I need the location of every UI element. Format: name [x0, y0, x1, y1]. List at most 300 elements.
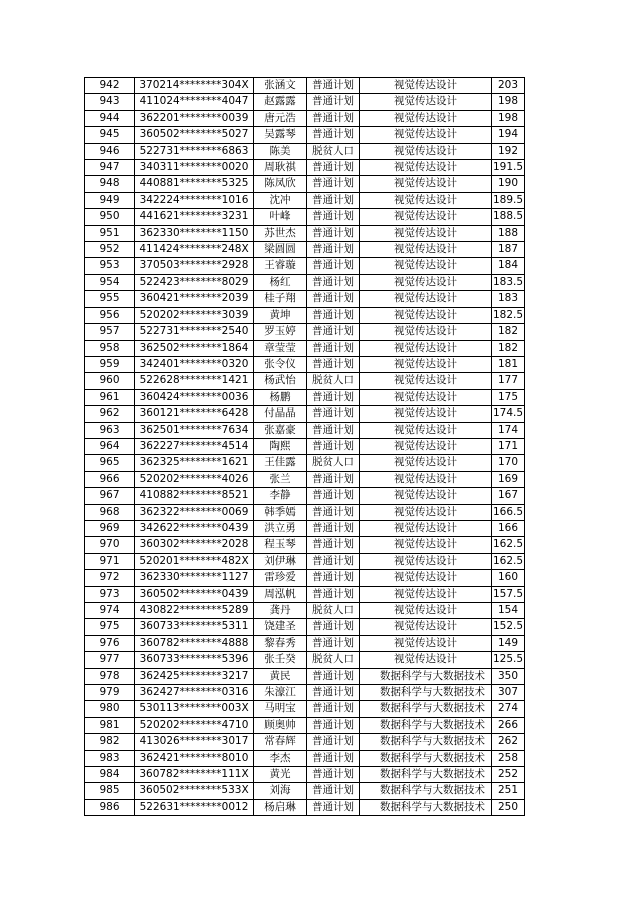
serial-number-cell: 956 — [85, 307, 135, 323]
id-number-cell: 522731********2540 — [135, 324, 254, 340]
id-number-cell: 522731********6863 — [135, 143, 254, 159]
score-cell: 198 — [492, 110, 525, 126]
name-cell: 张兰 — [254, 471, 307, 487]
admission-table — [84, 77, 525, 816]
table-row — [85, 652, 525, 668]
id-number-cell: 362325********1621 — [135, 455, 254, 471]
major-cell: 视觉传达设计 — [360, 570, 492, 586]
serial-number-cell: 972 — [85, 570, 135, 586]
table-row — [85, 799, 525, 815]
score-cell: 350 — [492, 668, 525, 684]
name-cell: 杨武怡 — [254, 373, 307, 389]
table-row — [85, 127, 525, 143]
serial-number-cell: 980 — [85, 701, 135, 717]
serial-number-cell: 960 — [85, 373, 135, 389]
serial-number-cell: 964 — [85, 438, 135, 454]
score-cell: 182.5 — [492, 307, 525, 323]
table-row — [85, 471, 525, 487]
table-row — [85, 340, 525, 356]
name-cell: 梁圆圆 — [254, 242, 307, 258]
table-row — [85, 750, 525, 766]
name-cell: 黄坤 — [254, 307, 307, 323]
serial-number-cell: 947 — [85, 160, 135, 176]
plan-type-cell: 普通计划 — [307, 767, 360, 783]
plan-type-cell: 普通计划 — [307, 422, 360, 438]
major-cell: 视觉传达设计 — [360, 160, 492, 176]
serial-number-cell: 942 — [85, 78, 135, 94]
id-number-cell: 362421********8010 — [135, 750, 254, 766]
score-cell: 307 — [492, 685, 525, 701]
name-cell: 沈冲 — [254, 192, 307, 208]
major-cell: 数据科学与大数据技术 — [360, 799, 492, 815]
serial-number-cell: 981 — [85, 717, 135, 733]
id-number-cell: 370503********2928 — [135, 258, 254, 274]
serial-number-cell: 959 — [85, 356, 135, 372]
table-row — [85, 143, 525, 159]
major-cell: 视觉传达设计 — [360, 176, 492, 192]
id-number-cell: 441621********3231 — [135, 209, 254, 225]
plan-type-cell: 脱贫人口 — [307, 455, 360, 471]
id-number-cell: 522423********8029 — [135, 274, 254, 290]
name-cell: 周泓帆 — [254, 586, 307, 602]
plan-type-cell: 普通计划 — [307, 685, 360, 701]
name-cell: 洪立勇 — [254, 520, 307, 536]
major-cell: 视觉传达设计 — [360, 340, 492, 356]
major-cell: 数据科学与大数据技术 — [360, 734, 492, 750]
major-cell: 视觉传达设计 — [360, 652, 492, 668]
name-cell: 张壬癸 — [254, 652, 307, 668]
name-cell: 张涵文 — [254, 78, 307, 94]
score-cell: 203 — [492, 78, 525, 94]
name-cell: 桂子翔 — [254, 291, 307, 307]
plan-type-cell: 普通计划 — [307, 619, 360, 635]
serial-number-cell: 973 — [85, 586, 135, 602]
plan-type-cell: 普通计划 — [307, 94, 360, 110]
plan-type-cell: 普通计划 — [307, 192, 360, 208]
major-cell: 视觉传达设计 — [360, 537, 492, 553]
table-row — [85, 603, 525, 619]
plan-type-cell: 普通计划 — [307, 176, 360, 192]
major-cell: 视觉传达设计 — [360, 619, 492, 635]
major-cell: 视觉传达设计 — [360, 127, 492, 143]
plan-type-cell: 普通计划 — [307, 307, 360, 323]
plan-type-cell: 普通计划 — [307, 340, 360, 356]
serial-number-cell: 982 — [85, 734, 135, 750]
score-cell: 162.5 — [492, 537, 525, 553]
name-cell: 杨红 — [254, 274, 307, 290]
major-cell: 视觉传达设计 — [360, 586, 492, 602]
plan-type-cell: 普通计划 — [307, 586, 360, 602]
name-cell: 付晶晶 — [254, 406, 307, 422]
serial-number-cell: 950 — [85, 209, 135, 225]
serial-number-cell: 983 — [85, 750, 135, 766]
major-cell: 视觉传达设计 — [360, 488, 492, 504]
table-row — [85, 406, 525, 422]
id-number-cell: 362502********1864 — [135, 340, 254, 356]
name-cell: 刘伊琳 — [254, 553, 307, 569]
serial-number-cell: 969 — [85, 520, 135, 536]
serial-number-cell: 958 — [85, 340, 135, 356]
score-cell: 262 — [492, 734, 525, 750]
table-row — [85, 635, 525, 651]
score-cell: 177 — [492, 373, 525, 389]
plan-type-cell: 普通计划 — [307, 324, 360, 340]
serial-number-cell: 966 — [85, 471, 135, 487]
id-number-cell: 522631********0012 — [135, 799, 254, 815]
major-cell: 视觉传达设计 — [360, 242, 492, 258]
serial-number-cell: 949 — [85, 192, 135, 208]
score-cell: 160 — [492, 570, 525, 586]
major-cell: 数据科学与大数据技术 — [360, 668, 492, 684]
major-cell: 视觉传达设计 — [360, 324, 492, 340]
table-row — [85, 685, 525, 701]
name-cell: 刘海 — [254, 783, 307, 799]
name-cell: 唐元浩 — [254, 110, 307, 126]
serial-number-cell: 957 — [85, 324, 135, 340]
name-cell: 韩季嫣 — [254, 504, 307, 520]
table-row — [85, 274, 525, 290]
id-number-cell: 362322********0069 — [135, 504, 254, 520]
plan-type-cell: 普通计划 — [307, 258, 360, 274]
plan-type-cell: 普通计划 — [307, 488, 360, 504]
score-cell: 149 — [492, 635, 525, 651]
plan-type-cell: 普通计划 — [307, 570, 360, 586]
plan-type-cell: 脱贫人口 — [307, 373, 360, 389]
id-number-cell: 362201********0039 — [135, 110, 254, 126]
plan-type-cell: 普通计划 — [307, 750, 360, 766]
score-cell: 166 — [492, 520, 525, 536]
table-body — [85, 78, 525, 816]
table-row — [85, 242, 525, 258]
serial-number-cell: 948 — [85, 176, 135, 192]
major-cell: 视觉传达设计 — [360, 356, 492, 372]
id-number-cell: 340311********0020 — [135, 160, 254, 176]
name-cell: 苏世杰 — [254, 225, 307, 241]
plan-type-cell: 普通计划 — [307, 209, 360, 225]
serial-number-cell: 984 — [85, 767, 135, 783]
plan-type-cell: 普通计划 — [307, 471, 360, 487]
serial-number-cell: 954 — [85, 274, 135, 290]
plan-type-cell: 脱贫人口 — [307, 652, 360, 668]
table-row — [85, 520, 525, 536]
name-cell: 王佳露 — [254, 455, 307, 471]
score-cell: 266 — [492, 717, 525, 733]
plan-type-cell: 普通计划 — [307, 520, 360, 536]
name-cell: 程玉琴 — [254, 537, 307, 553]
major-cell: 视觉传达设计 — [360, 422, 492, 438]
major-cell: 视觉传达设计 — [360, 603, 492, 619]
id-number-cell: 411424********248X — [135, 242, 254, 258]
plan-type-cell: 普通计划 — [307, 225, 360, 241]
major-cell: 数据科学与大数据技术 — [360, 717, 492, 733]
id-number-cell: 362425********3217 — [135, 668, 254, 684]
serial-number-cell: 968 — [85, 504, 135, 520]
serial-number-cell: 979 — [85, 685, 135, 701]
major-cell: 视觉传达设计 — [360, 274, 492, 290]
score-cell: 171 — [492, 438, 525, 454]
score-cell: 166.5 — [492, 504, 525, 520]
name-cell: 赵露露 — [254, 94, 307, 110]
table-row — [85, 455, 525, 471]
score-cell: 258 — [492, 750, 525, 766]
id-number-cell: 362427********0316 — [135, 685, 254, 701]
table-row — [85, 291, 525, 307]
id-number-cell: 520202********4710 — [135, 717, 254, 733]
table-row — [85, 570, 525, 586]
name-cell: 马明宝 — [254, 701, 307, 717]
table-row — [85, 307, 525, 323]
table-row — [85, 553, 525, 569]
id-number-cell: 410882********8521 — [135, 488, 254, 504]
major-cell: 数据科学与大数据技术 — [360, 701, 492, 717]
score-cell: 125.5 — [492, 652, 525, 668]
name-cell: 王睿璇 — [254, 258, 307, 274]
major-cell: 视觉传达设计 — [360, 553, 492, 569]
table-row — [85, 373, 525, 389]
major-cell: 视觉传达设计 — [360, 143, 492, 159]
serial-number-cell: 953 — [85, 258, 135, 274]
score-cell: 182 — [492, 340, 525, 356]
score-cell: 252 — [492, 767, 525, 783]
id-number-cell: 360121********6428 — [135, 406, 254, 422]
score-cell: 184 — [492, 258, 525, 274]
table-row — [85, 94, 525, 110]
name-cell: 张令仪 — [254, 356, 307, 372]
major-cell: 视觉传达设计 — [360, 471, 492, 487]
score-cell: 188.5 — [492, 209, 525, 225]
score-cell: 174 — [492, 422, 525, 438]
major-cell: 视觉传达设计 — [360, 258, 492, 274]
score-cell: 190 — [492, 176, 525, 192]
name-cell: 黎春秀 — [254, 635, 307, 651]
id-number-cell: 360782********4888 — [135, 635, 254, 651]
name-cell: 龚丹 — [254, 603, 307, 619]
id-number-cell: 360782********111X — [135, 767, 254, 783]
table-row — [85, 537, 525, 553]
serial-number-cell: 963 — [85, 422, 135, 438]
id-number-cell: 520202********4026 — [135, 471, 254, 487]
serial-number-cell: 978 — [85, 668, 135, 684]
name-cell: 叶峰 — [254, 209, 307, 225]
plan-type-cell: 普通计划 — [307, 734, 360, 750]
plan-type-cell: 普通计划 — [307, 242, 360, 258]
score-cell: 167 — [492, 488, 525, 504]
major-cell: 视觉传达设计 — [360, 389, 492, 405]
table-row — [85, 160, 525, 176]
id-number-cell: 342224********1016 — [135, 192, 254, 208]
score-cell: 192 — [492, 143, 525, 159]
plan-type-cell: 普通计划 — [307, 406, 360, 422]
plan-type-cell: 普通计划 — [307, 504, 360, 520]
name-cell: 杨鹏 — [254, 389, 307, 405]
score-cell: 174.5 — [492, 406, 525, 422]
id-number-cell: 440881********5325 — [135, 176, 254, 192]
serial-number-cell: 975 — [85, 619, 135, 635]
score-cell: 189.5 — [492, 192, 525, 208]
table-row — [85, 176, 525, 192]
id-number-cell: 362501********7634 — [135, 422, 254, 438]
score-cell: 250 — [492, 799, 525, 815]
major-cell: 视觉传达设计 — [360, 307, 492, 323]
serial-number-cell: 985 — [85, 783, 135, 799]
name-cell: 张嘉豪 — [254, 422, 307, 438]
serial-number-cell: 977 — [85, 652, 135, 668]
major-cell: 数据科学与大数据技术 — [360, 783, 492, 799]
name-cell: 陈凤欣 — [254, 176, 307, 192]
name-cell: 杨启琳 — [254, 799, 307, 815]
id-number-cell: 360302********2028 — [135, 537, 254, 553]
table-row — [85, 488, 525, 504]
table-row — [85, 783, 525, 799]
major-cell: 视觉传达设计 — [360, 94, 492, 110]
id-number-cell: 430822********5289 — [135, 603, 254, 619]
id-number-cell: 522628********1421 — [135, 373, 254, 389]
name-cell: 饶建圣 — [254, 619, 307, 635]
id-number-cell: 362227********4514 — [135, 438, 254, 454]
table-row — [85, 225, 525, 241]
name-cell: 罗玉婷 — [254, 324, 307, 340]
score-cell: 191.5 — [492, 160, 525, 176]
serial-number-cell: 961 — [85, 389, 135, 405]
id-number-cell: 362330********1127 — [135, 570, 254, 586]
table-row — [85, 767, 525, 783]
table-row — [85, 356, 525, 372]
major-cell: 视觉传达设计 — [360, 504, 492, 520]
serial-number-cell: 970 — [85, 537, 135, 553]
major-cell: 视觉传达设计 — [360, 373, 492, 389]
plan-type-cell: 普通计划 — [307, 78, 360, 94]
serial-number-cell: 967 — [85, 488, 135, 504]
score-cell: 251 — [492, 783, 525, 799]
major-cell: 视觉传达设计 — [360, 520, 492, 536]
plan-type-cell: 普通计划 — [307, 438, 360, 454]
plan-type-cell: 普通计划 — [307, 274, 360, 290]
serial-number-cell: 944 — [85, 110, 135, 126]
serial-number-cell: 974 — [85, 603, 135, 619]
score-cell: 152.5 — [492, 619, 525, 635]
score-cell: 169 — [492, 471, 525, 487]
score-cell: 187 — [492, 242, 525, 258]
table-row — [85, 110, 525, 126]
plan-type-cell: 普通计划 — [307, 783, 360, 799]
major-cell: 视觉传达设计 — [360, 455, 492, 471]
table-row — [85, 78, 525, 94]
table-row — [85, 258, 525, 274]
table-row — [85, 701, 525, 717]
table-row — [85, 209, 525, 225]
name-cell: 李静 — [254, 488, 307, 504]
name-cell: 黄民 — [254, 668, 307, 684]
name-cell: 章莹莹 — [254, 340, 307, 356]
major-cell: 视觉传达设计 — [360, 110, 492, 126]
name-cell: 陈美 — [254, 143, 307, 159]
id-number-cell: 360502********0439 — [135, 586, 254, 602]
score-cell: 154 — [492, 603, 525, 619]
serial-number-cell: 943 — [85, 94, 135, 110]
plan-type-cell: 普通计划 — [307, 291, 360, 307]
score-cell: 181 — [492, 356, 525, 372]
table-row — [85, 324, 525, 340]
table-row — [85, 734, 525, 750]
name-cell: 吴露琴 — [254, 127, 307, 143]
plan-type-cell: 普通计划 — [307, 356, 360, 372]
plan-type-cell: 普通计划 — [307, 553, 360, 569]
major-cell: 数据科学与大数据技术 — [360, 750, 492, 766]
id-number-cell: 360502********5027 — [135, 127, 254, 143]
name-cell: 黄光 — [254, 767, 307, 783]
document-page — [84, 77, 525, 816]
id-number-cell: 342401********0320 — [135, 356, 254, 372]
serial-number-cell: 962 — [85, 406, 135, 422]
major-cell: 视觉传达设计 — [360, 291, 492, 307]
major-cell: 视觉传达设计 — [360, 406, 492, 422]
name-cell: 雷珍爱 — [254, 570, 307, 586]
name-cell: 朱濠江 — [254, 685, 307, 701]
name-cell: 周耿祺 — [254, 160, 307, 176]
major-cell: 视觉传达设计 — [360, 78, 492, 94]
major-cell: 视觉传达设计 — [360, 225, 492, 241]
table-row — [85, 422, 525, 438]
plan-type-cell: 普通计划 — [307, 160, 360, 176]
table-row — [85, 438, 525, 454]
plan-type-cell: 普通计划 — [307, 635, 360, 651]
id-number-cell: 342622********0439 — [135, 520, 254, 536]
name-cell: 李杰 — [254, 750, 307, 766]
major-cell: 数据科学与大数据技术 — [360, 685, 492, 701]
id-number-cell: 520201********482X — [135, 553, 254, 569]
score-cell: 183.5 — [492, 274, 525, 290]
table-row — [85, 668, 525, 684]
score-cell: 157.5 — [492, 586, 525, 602]
plan-type-cell: 脱贫人口 — [307, 143, 360, 159]
score-cell: 170 — [492, 455, 525, 471]
table-row — [85, 717, 525, 733]
plan-type-cell: 普通计划 — [307, 537, 360, 553]
table-row — [85, 504, 525, 520]
id-number-cell: 530113********003X — [135, 701, 254, 717]
score-cell: 188 — [492, 225, 525, 241]
id-number-cell: 360421********2039 — [135, 291, 254, 307]
id-number-cell: 360733********5396 — [135, 652, 254, 668]
table-row — [85, 192, 525, 208]
serial-number-cell: 976 — [85, 635, 135, 651]
id-number-cell: 362330********1150 — [135, 225, 254, 241]
plan-type-cell: 普通计划 — [307, 127, 360, 143]
name-cell: 顾奥帅 — [254, 717, 307, 733]
serial-number-cell: 946 — [85, 143, 135, 159]
id-number-cell: 411024********4047 — [135, 94, 254, 110]
plan-type-cell: 普通计划 — [307, 668, 360, 684]
major-cell: 视觉传达设计 — [360, 635, 492, 651]
id-number-cell: 360502********533X — [135, 783, 254, 799]
name-cell: 陶熙 — [254, 438, 307, 454]
major-cell: 视觉传达设计 — [360, 209, 492, 225]
plan-type-cell: 普通计划 — [307, 701, 360, 717]
serial-number-cell: 945 — [85, 127, 135, 143]
score-cell: 194 — [492, 127, 525, 143]
id-number-cell: 360424********0036 — [135, 389, 254, 405]
score-cell: 183 — [492, 291, 525, 307]
id-number-cell: 370214********304X — [135, 78, 254, 94]
id-number-cell: 520202********3039 — [135, 307, 254, 323]
plan-type-cell: 普通计划 — [307, 110, 360, 126]
table-row — [85, 619, 525, 635]
serial-number-cell: 955 — [85, 291, 135, 307]
table-row — [85, 586, 525, 602]
table-row — [85, 389, 525, 405]
serial-number-cell: 965 — [85, 455, 135, 471]
plan-type-cell: 脱贫人口 — [307, 603, 360, 619]
